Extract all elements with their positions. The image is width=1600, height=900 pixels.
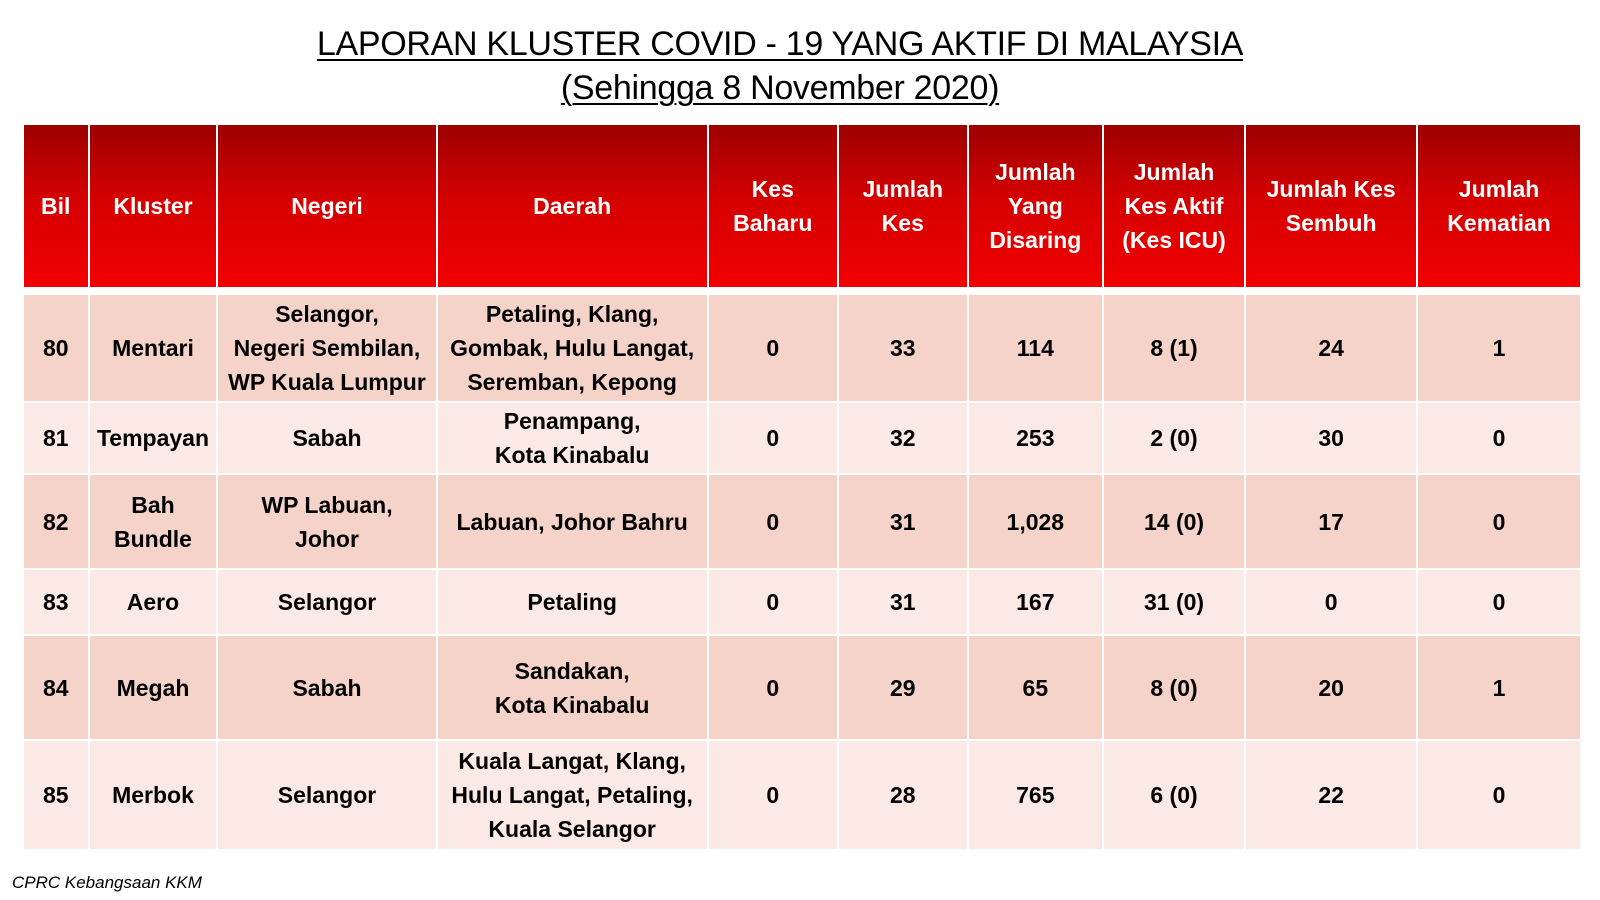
cell-jumlah-disaring: 1,028 — [968, 474, 1103, 569]
header-kes-baharu: Kes Baharu — [708, 124, 838, 288]
cell-daerah — [437, 474, 708, 569]
cell-jumlah-kes-aktif: 2 (0) — [1103, 402, 1245, 474]
cell-jumlah-kes-sembuh: 22 — [1245, 740, 1417, 850]
cell-line: Petaling — [527, 589, 617, 615]
cell-line: Sabah — [292, 674, 362, 701]
cell-jumlah-disaring: 765 — [968, 740, 1103, 850]
cell-line: Merbok — [112, 782, 194, 808]
cell-kluster — [89, 740, 218, 850]
cell-line: Aero — [126, 589, 180, 615]
title-line-1: LAPORAN KLUSTER COVID - 19 YANG AKTIF DI MALAYSIA — [316, 25, 1244, 63]
cell-negeri — [217, 474, 436, 569]
cell-line: Penampang, — [503, 408, 641, 434]
cell-jumlah-kes-sembuh: 0 — [1245, 569, 1417, 635]
cell-line: Sandakan, — [514, 657, 630, 684]
cell-jumlah-kes-aktif: 8 (1) — [1103, 294, 1245, 402]
cell-line: Bundle — [114, 525, 192, 552]
cell-jumlah-disaring: 65 — [968, 635, 1103, 740]
cell-line: Mentari — [112, 335, 194, 361]
cell-jumlah-kes-sembuh: 24 — [1245, 294, 1417, 402]
table-header-row — [23, 124, 1581, 288]
table-row — [23, 569, 1581, 635]
cell-kes-baharu: 0 — [708, 474, 838, 569]
cell-line: WP Kuala Lumpur — [228, 369, 426, 395]
cell-jumlah-kes: 33 — [838, 294, 968, 402]
cell-jumlah-kematian: 0 — [1417, 474, 1581, 569]
cell-daerah — [437, 402, 708, 474]
cell-bil: 82 — [23, 474, 89, 569]
cell-line: Hulu Langat, Petaling, — [451, 782, 693, 808]
cell-line: Gombak, Hulu Langat, — [450, 335, 695, 361]
table-row — [23, 402, 1581, 474]
cell-kes-baharu: 0 — [708, 635, 838, 740]
title-line-2: (Sehingga 8 November 2020) — [560, 69, 1000, 107]
header-jumlah-kes-sembuh: Jumlah Kes Sembuh — [1245, 124, 1417, 288]
cell-bil: 81 — [23, 402, 89, 474]
table-row — [23, 635, 1581, 740]
cell-bil: 83 — [23, 569, 89, 635]
cell-jumlah-kematian: 0 — [1417, 402, 1581, 474]
report-title — [0, 22, 1560, 110]
cell-line: Kota Kinabalu — [494, 691, 650, 718]
cell-daerah — [437, 569, 708, 635]
cell-jumlah-kes-aktif: 14 (0) — [1103, 474, 1245, 569]
cell-jumlah-kematian: 0 — [1417, 569, 1581, 635]
cell-line: Bah — [131, 491, 175, 518]
cell-jumlah-kes-aktif: 8 (0) — [1103, 635, 1245, 740]
cell-line: Selangor — [277, 782, 377, 808]
cell-line: Johor — [295, 525, 359, 552]
cell-line: Seremban, Kepong — [467, 369, 677, 395]
cell-bil: 85 — [23, 740, 89, 850]
cluster-table — [22, 123, 1582, 851]
cell-jumlah-kes-sembuh: 17 — [1245, 474, 1417, 569]
header-jumlah-kematian: Jumlah Kematian — [1417, 124, 1581, 288]
header-jumlah-kes-aktif: Jumlah Kes Aktif (Kes ICU) — [1103, 124, 1245, 288]
cell-negeri — [217, 294, 436, 402]
cell-jumlah-kes-aktif: 31 (0) — [1103, 569, 1245, 635]
cell-kluster — [89, 294, 218, 402]
cell-kes-baharu: 0 — [708, 402, 838, 474]
cell-line: Petaling, Klang, — [485, 301, 659, 327]
cell-kluster — [89, 474, 218, 569]
cell-daerah — [437, 740, 708, 850]
cell-daerah — [437, 294, 708, 402]
cell-line: Kota Kinabalu — [494, 442, 650, 468]
header-kluster: Kluster — [89, 124, 218, 288]
table-body — [23, 288, 1581, 850]
cell-jumlah-kes: 31 — [838, 569, 968, 635]
cell-jumlah-disaring: 253 — [968, 402, 1103, 474]
cell-negeri — [217, 635, 436, 740]
table-row — [23, 740, 1581, 850]
cell-kluster — [89, 402, 218, 474]
cell-jumlah-kes-aktif: 6 (0) — [1103, 740, 1245, 850]
cell-line: WP Labuan, — [261, 491, 393, 518]
table-row — [23, 294, 1581, 402]
cell-jumlah-kematian: 1 — [1417, 635, 1581, 740]
cell-kes-baharu: 0 — [708, 569, 838, 635]
cell-kluster — [89, 635, 218, 740]
cell-line: Kuala Langat, Klang, — [458, 748, 686, 774]
header-jumlah-kes: Jumlah Kes — [838, 124, 968, 288]
header-jumlah-disaring: Jumlah Yang Disaring — [968, 124, 1103, 288]
cell-bil: 84 — [23, 635, 89, 740]
header-daerah: Daerah — [437, 124, 708, 288]
source-note: CPRC Kebangsaan KKM — [12, 873, 202, 892]
cell-line: Labuan, Johor Bahru — [456, 508, 688, 535]
cell-jumlah-kes: 29 — [838, 635, 968, 740]
cell-jumlah-kes: 31 — [838, 474, 968, 569]
cell-line: Selangor, — [275, 301, 379, 327]
cell-negeri — [217, 740, 436, 850]
header-negeri: Negeri — [217, 124, 436, 288]
cell-daerah — [437, 635, 708, 740]
cell-jumlah-kematian: 0 — [1417, 740, 1581, 850]
cell-kes-baharu: 0 — [708, 294, 838, 402]
cell-kluster — [89, 569, 218, 635]
cell-jumlah-disaring: 114 — [968, 294, 1103, 402]
cell-negeri — [217, 569, 436, 635]
cell-jumlah-kes-sembuh: 30 — [1245, 402, 1417, 474]
cell-jumlah-kematian: 1 — [1417, 294, 1581, 402]
cell-line: Tempayan — [96, 425, 210, 451]
header-bil: Bil — [23, 124, 89, 288]
cell-line: Kuala Selangor — [488, 816, 656, 842]
cell-jumlah-kes: 32 — [838, 402, 968, 474]
cell-line: Negeri Sembilan, — [233, 335, 421, 361]
cell-negeri — [217, 402, 436, 474]
cell-line: Megah — [116, 674, 190, 701]
cell-bil: 80 — [23, 294, 89, 402]
cell-line: Sabah — [292, 425, 362, 451]
cell-jumlah-disaring: 167 — [968, 569, 1103, 635]
cell-jumlah-kes-sembuh: 20 — [1245, 635, 1417, 740]
cell-jumlah-kes: 28 — [838, 740, 968, 850]
cell-kes-baharu: 0 — [708, 740, 838, 850]
table-row — [23, 474, 1581, 569]
cell-line: Selangor — [277, 589, 377, 615]
